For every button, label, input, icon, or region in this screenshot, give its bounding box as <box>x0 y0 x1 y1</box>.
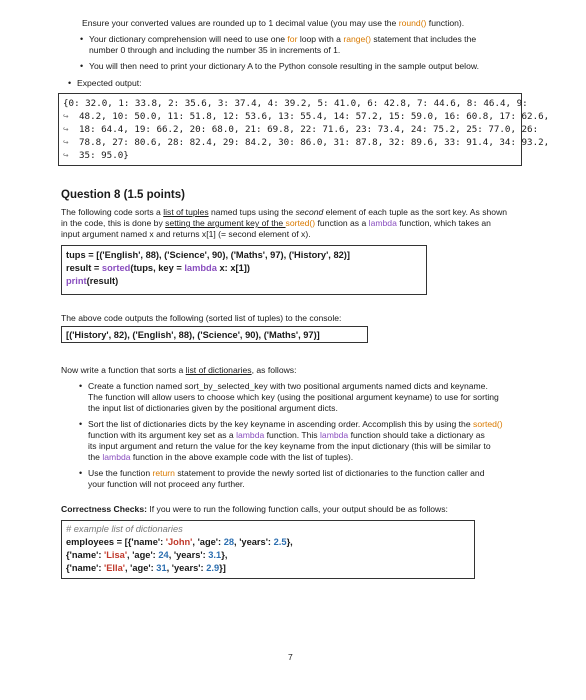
code-line-2: result = sorted(tups, key = lambda x: x[1]) <box>66 263 250 273</box>
bullet-icon: • <box>68 78 72 88</box>
code-line-employees-3: {'name': 'Ella', 'age': 31, 'years': 2.9}] <box>66 563 226 573</box>
q8-bullet-2-line-1: Sort the list of dictionaries dicts by the key keyname in ascending order. Accomplish this by using the sorted() <box>88 419 503 429</box>
intro-bullet-1-line-2: number 0 through and including the number 35 in increments of 1. <box>89 45 341 55</box>
continuation-icon: ↪ <box>63 150 69 161</box>
sorted-output-box <box>61 326 368 343</box>
q8-bullet-2-line-3: its input argument and return the value for the key keyname from the input dictionary (this will be similar to <box>88 441 491 451</box>
code-line-employees-2: {'name': 'Lisa', 'age': 24, 'years': 3.1}, <box>66 550 228 560</box>
q8-para-3: Now write a function that sorts a list of dictionaries, as follows: <box>61 365 297 375</box>
q8-para-1-line-1: The following code sorts a list of tuples named tups using the second element of each tuple as the sort key. As shown <box>61 207 508 217</box>
code-line-3: print(result) <box>66 276 119 286</box>
employees-code-box <box>61 520 475 579</box>
output-line: {0: 32.0, 1: 33.8, 2: 35.6, 3: 37.4, 4: 39.2, 5: 41.0, 6: 42.8, 7: 44.6, 8: 46.4, 9: <box>63 98 528 109</box>
intro-bullet-1-line-1: Your dictionary comprehension will need to use one for loop with a range() statement that includes the <box>89 34 477 44</box>
intro-line-1: Ensure your converted values are rounded up to 1 decimal value (you may use the round() function). <box>82 18 465 28</box>
q8-para-1-line-2: in the code, this is done by setting the argument key of the sorted() function as a lambda function, which takes an <box>61 218 491 228</box>
sorted-output-line: [('History', 82), ('English', 88), ('Science', 90), ('Maths', 97)] <box>66 330 320 340</box>
intro-bullet-3: Expected output: <box>77 78 142 88</box>
sort-tuples-code-box <box>61 245 427 295</box>
q8-bullet-2-line-2: function with its argument key set as a lambda function. This lambda function should take a dictionary as <box>88 430 485 440</box>
output-line: 48.2, 10: 50.0, 11: 51.8, 12: 53.6, 13: 55.4, 14: 57.2, 15: 59.0, 16: 60.8, 17: 62.6, <box>79 111 550 122</box>
bullet-icon: • <box>79 419 83 429</box>
code-comment: # example list of dictionaries <box>66 524 183 534</box>
correctness-checks: Correctness Checks: If you were to run the following function calls, your output should be as follows: <box>61 504 448 514</box>
continuation-icon: ↪ <box>63 137 69 148</box>
output-line: 18: 64.4, 19: 66.2, 20: 68.0, 21: 69.8, 22: 71.6, 23: 73.4, 24: 75.2, 25: 77.0, 26: <box>79 124 539 135</box>
code-line-1: tups = [('English', 88), ('Science', 90), ('Maths', 97), ('History', 82)] <box>66 250 350 260</box>
continuation-icon: ↪ <box>63 111 69 122</box>
bullet-icon: • <box>79 381 83 391</box>
round-function: round() <box>398 18 427 28</box>
q8-bullet-1-line-2: The function will allow users to choose which key (using the positional argument keyname) to use for sorting <box>88 392 499 402</box>
intro-bullet-2: You will then need to print your dictionary A to the Python console resulting in the sample output below. <box>89 61 479 71</box>
output-line: 78.8, 27: 80.6, 28: 82.4, 29: 84.2, 30: 86.0, 31: 87.8, 32: 89.6, 33: 91.4, 34: 93.2, <box>79 137 550 148</box>
q8-bullet-3-line-1: Use the function return statement to provide the newly sorted list of dictionaries to the function caller and <box>88 468 485 478</box>
expected-output-box <box>58 93 550 166</box>
q8-para-1-line-3: input argument named x and returns x[1] (= second element of x). <box>61 229 311 239</box>
output-line: 35: 95.0} <box>79 150 129 161</box>
list-of-tuples-link[interactable]: list of tuples <box>163 207 209 217</box>
continuation-icon: ↪ <box>63 124 69 135</box>
q8-bullet-2-line-4: the lambda function in the above example code with the list of tuples). <box>88 452 354 462</box>
list-of-dictionaries-link[interactable]: list of dictionaries <box>185 365 252 375</box>
page-number: 7 <box>288 652 293 662</box>
q8-para-2: The above code outputs the following (sorted list of tuples) to the console: <box>61 313 342 323</box>
question-8-title: Question 8 (1.5 points) <box>61 189 185 201</box>
bullet-icon: • <box>80 34 84 44</box>
q8-bullet-3-line-2: your function will not proceed any further. <box>88 479 245 489</box>
code-line-employees-1: employees = [{'name': 'John', 'age': 28, 'years': 2.5}, <box>66 537 293 547</box>
q8-bullet-1-line-1: Create a function named sort_by_selected_key with two positional arguments named dicts and keyname. <box>88 381 488 391</box>
q8-bullet-1-line-3: the input list of dictionaries given by the positional argument dicts. <box>88 403 338 413</box>
bullet-icon: • <box>80 61 84 71</box>
bullet-icon: • <box>79 468 83 478</box>
